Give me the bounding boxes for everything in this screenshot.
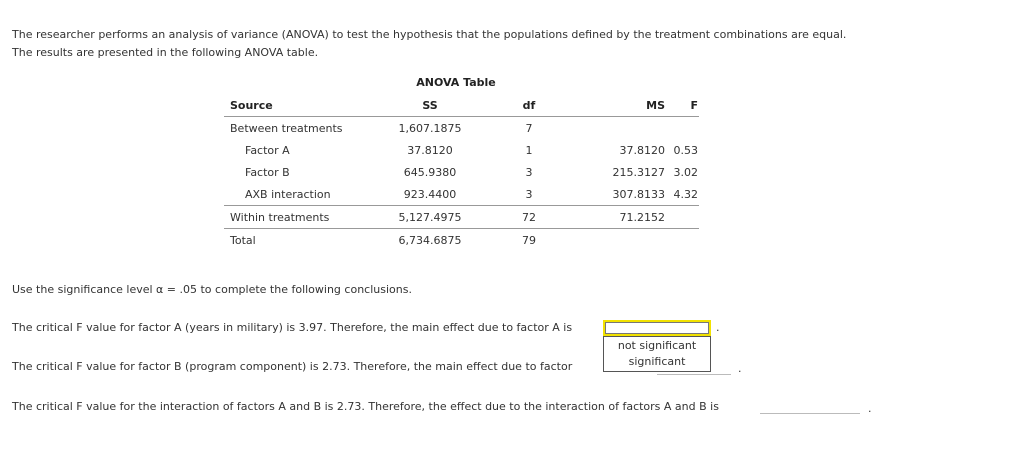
- row-source: Within treatments: [224, 206, 375, 229]
- row-source: AXB interaction: [245, 187, 331, 201]
- option-significant[interactable]: significant: [628, 355, 686, 368]
- row-ss: 923.4400: [403, 187, 457, 201]
- header-df: df: [485, 94, 573, 117]
- row-ss: 645.9380: [403, 165, 457, 179]
- row-ss: 5,127.4975: [375, 206, 485, 229]
- row-source: Factor A: [245, 143, 290, 157]
- row-ms: [573, 117, 669, 140]
- row-df: 7: [485, 117, 573, 140]
- question-interaction: The critical F value for the interaction of factors A and B is 2.73. Therefore, the effect due to the interaction of factors A and B is: [12, 400, 719, 413]
- factor-a-dropdown[interactable]: [603, 320, 711, 336]
- anova-header-row: [224, 94, 699, 117]
- row-source: Total: [224, 229, 375, 252]
- table-row: [224, 183, 699, 206]
- anova-table-title: ANOVA Table: [416, 76, 496, 89]
- row-ss: 37.8120: [407, 143, 453, 157]
- header-source: Source: [224, 94, 375, 117]
- row-ss: 1,607.1875: [375, 117, 485, 140]
- row-f: 0.53: [673, 143, 698, 157]
- row-f: [669, 206, 699, 229]
- question-factor-b: The critical F value for factor B (program component) is 2.73. Therefore, the main effect due to factor: [12, 360, 573, 373]
- header-ss: SS: [375, 94, 485, 117]
- row-df: 3: [525, 165, 533, 179]
- intro-line-2: The results are presented in the following ANOVA table.: [12, 46, 319, 59]
- row-df: 72: [485, 206, 573, 229]
- row-ms: 37.8120: [619, 143, 665, 157]
- factor-a-dropdown-value[interactable]: [605, 322, 709, 334]
- interaction-answer-blank[interactable]: [760, 413, 860, 414]
- option-not-significant[interactable]: not significant: [617, 339, 697, 352]
- row-ms: [573, 229, 669, 252]
- intro-text: [12, 26, 846, 62]
- question-factor-a: The critical F value for factor A (years in military) is 3.97. Therefore, the main effect due to factor A is: [12, 321, 573, 334]
- row-ms: 215.3127: [612, 165, 665, 179]
- question-b-period: .: [738, 362, 742, 375]
- row-source: Between treatments: [224, 117, 375, 140]
- table-row: [224, 117, 699, 140]
- question-a-period: .: [716, 321, 720, 334]
- row-df: 3: [525, 187, 533, 201]
- row-ss: 6,734.6875: [375, 229, 485, 252]
- significance-instruction: Use the significance level α = .05 to complete the following conclusions.: [12, 283, 412, 296]
- table-row: [224, 161, 699, 183]
- header-ms: MS: [573, 94, 669, 117]
- row-df: 79: [485, 229, 573, 252]
- intro-line-1: The researcher performs an analysis of variance (ANOVA) to test the hypothesis that the populations defined by the treatment combinations are equal.: [12, 28, 847, 41]
- row-f: 3.02: [673, 165, 698, 179]
- anova-table: [224, 94, 699, 251]
- row-f: [669, 117, 699, 140]
- header-f: F: [669, 94, 699, 117]
- dropdown-options-list[interactable]: [603, 336, 711, 372]
- row-ms: 307.8133: [612, 187, 665, 201]
- row-f: 4.32: [673, 187, 698, 201]
- row-source: Factor B: [245, 165, 290, 179]
- table-row: [224, 229, 699, 252]
- row-df: 1: [525, 143, 533, 157]
- question-interaction-period: .: [868, 402, 872, 415]
- table-row: [224, 206, 699, 229]
- table-row: [224, 139, 699, 161]
- factor-b-answer-blank[interactable]: [657, 374, 731, 375]
- row-f: [669, 229, 699, 252]
- row-ms: 71.2152: [573, 206, 669, 229]
